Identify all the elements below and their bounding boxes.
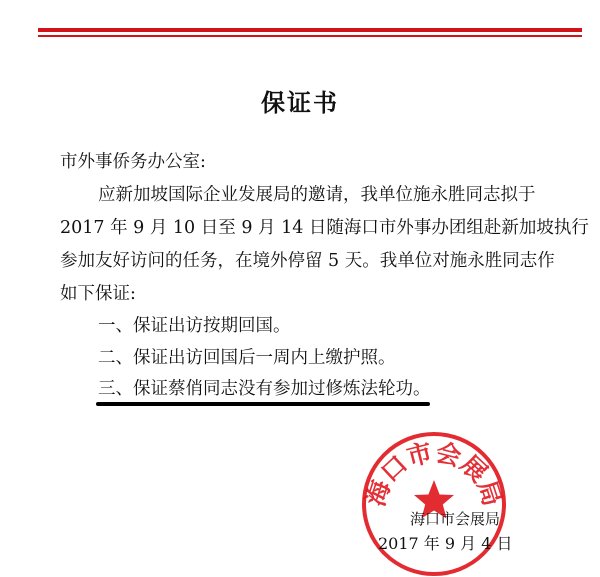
official-seal	[361, 431, 507, 577]
seal-arc-text: 海口市会展局	[361, 437, 507, 510]
body-line-2: 2017 年 9 月 10 日至 9 月 14 日随海口市外事办团组赴新加坡执行	[60, 218, 589, 238]
addressee: 市外事侨务办公室:	[60, 152, 206, 172]
body-line-1	[98, 187, 536, 205]
body-line-3: 参加友好访问的任务，在境外停留 5 天。我单位对施永胜同志作	[60, 251, 555, 271]
header-red-rule-thin	[38, 35, 582, 37]
body-line-1-name: 施永胜	[413, 185, 466, 205]
signature-organization: 海口市会展局	[410, 510, 501, 528]
signature-date: 2017 年 9 月 4 日	[378, 534, 513, 553]
body-line-1-suffix: 同志拟于	[465, 185, 536, 205]
guarantee-item-1: 一、保证出访按期回国。	[98, 316, 291, 336]
guarantee-item-3: 三、保证蔡俏同志没有参加过修炼法轮功。	[98, 379, 431, 399]
document-title: 保证书	[261, 88, 339, 117]
body-line-4: 如下保证:	[60, 284, 136, 304]
guarantee-item-2: 二、保证出访回国后一周内上缴护照。	[98, 348, 396, 368]
header-red-rule-thick	[38, 28, 582, 32]
body-line-1-prefix: 应新加坡国际企业发展局的邀请，我单位	[98, 185, 413, 205]
handdrawn-underline	[96, 402, 430, 406]
